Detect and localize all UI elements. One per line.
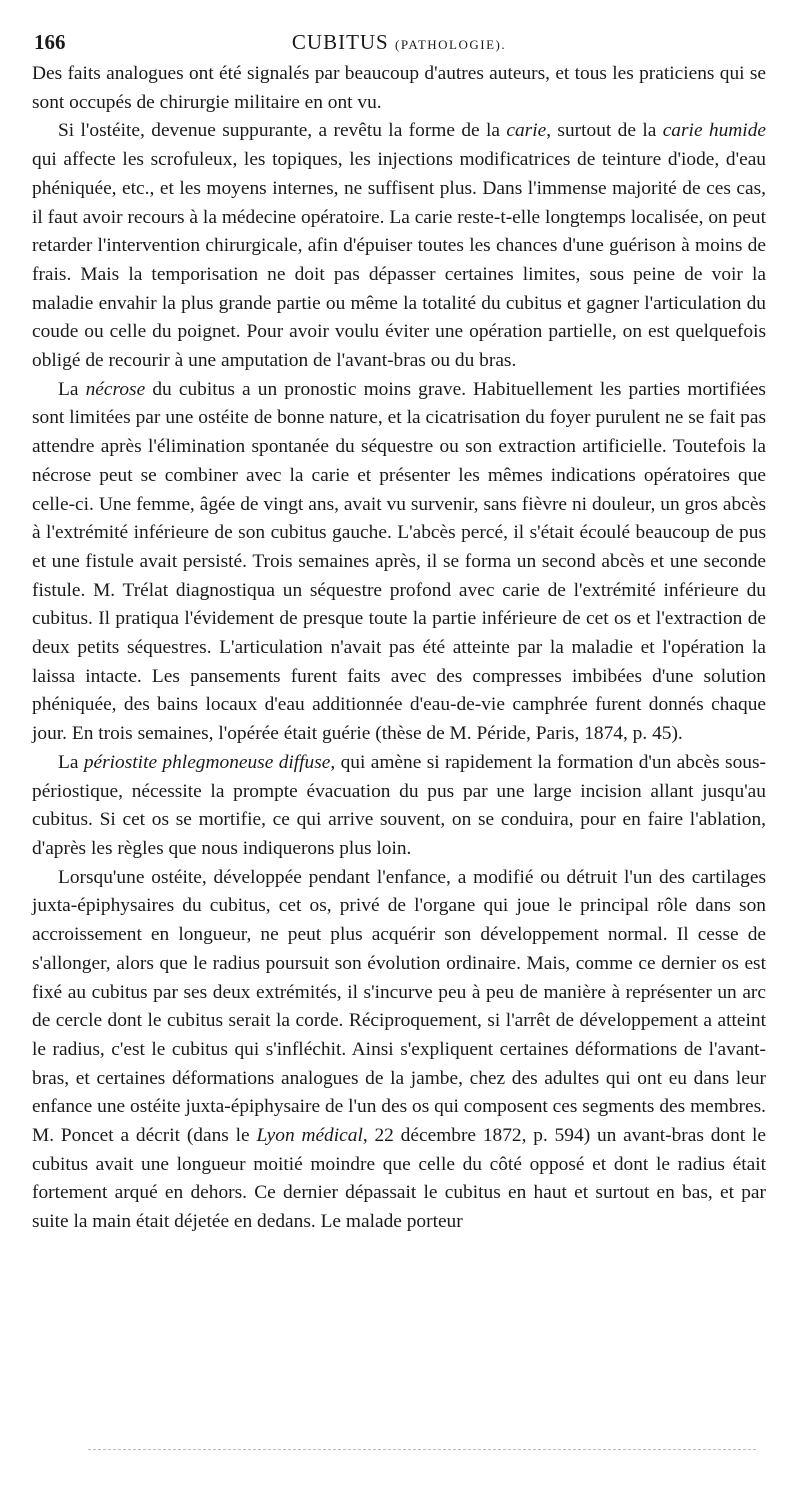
page-content (32, 26, 766, 1237)
text-run: , surtout de la (546, 120, 663, 142)
italic-term: périostite phlegmoneuse diffuse (83, 751, 331, 773)
text-run: qui affecte les scrofuleux, les topiques, les injections modificatrices de teinture d'iode, d'eau phéniquée, etc., et les moyens internes, ne suffisent plus. Dans l'immense majorité de ces cas, il faut avoir recours à la médecine opératoire. La carie reste-t-elle longtemps localisée, on peut retarder l'intervention chirurgicale, afin d'épuiser toutes les chances d'une guérison à moins de frais. Mais la temporisation ne doit pas dépasser certaines limites, sous peine de voir la maladie envahir la plus grande partie ou même la totalité du cubitus et gagner l'articulation du coude ou celle du poignet. Pour avoir voulu éviter une opération partielle, on est quelquefois obligé de recourir à une amputation de l'avant-bras ou du bras. (32, 149, 766, 372)
text-run: , 22 décembre 1872, p. 594) un avant-bras dont le cubitus avait une longueur moitié moindre que celle du côté opposé et dont le radius était fortement arqué en dehors. Ce dernier dépassait le cubitus en haut et surtout en bas, et par suite la main était déjetée en dedans. Le malade porteur (32, 1125, 766, 1233)
running-title (32, 28, 766, 60)
running-title-subtitle: (PATHOLOGIE). (395, 37, 507, 52)
text-run: , qui amène si rapidement la formation d'un abcès sous-périostique, nécessite la prompte évacuation du pus par une large incision allant jusqu'au cubitus. Si cet os se mortifie, ce qui arrive souvent, on se conduira, pour en faire l'ablation, d'après les règles que nous indiquerons plus loin. (32, 751, 766, 859)
text-run: Si l'ostéite, devenue suppurante, a revêtu la forme de la (58, 120, 507, 142)
italic-term: carie humide (662, 120, 766, 142)
footer-rule (88, 1449, 756, 1450)
running-header (32, 26, 766, 60)
paragraph (32, 864, 766, 1237)
page-number: 166 (34, 30, 66, 54)
text-run: La (58, 751, 84, 773)
text-run: La (58, 378, 86, 400)
paragraph (32, 117, 766, 375)
italic-term: Lyon médical (256, 1125, 363, 1147)
paragraph (32, 749, 766, 864)
italic-term: nécrose (85, 378, 146, 400)
paragraph (32, 376, 766, 749)
italic-term: carie (506, 120, 547, 142)
text-run: du cubitus a un pronostic moins grave. Habituellement les parties mortifiées sont limitées par une ostéite de bonne nature, et la cicatrisation du foyer purulent ne se fait pas attendre après l'élimination spontanée du séquestre ou son extraction artificielle. Toutefois la nécrose peut se combiner avec la carie et présenter les mêmes indications opératoires que celle-ci. Une femme, âgée de vingt ans, avait vu survenir, sans fièvre ni douleur, un gros abcès à l'extrémité inférieure de son cubitus gauche. L'abcès percé, il s'était écoulé beaucoup de pus et une fistule avait persisté. Trois semaines après, il se forma un second abcès et une seconde fistule. M. Trélat diagnostiqua un séquestre profond avec carie de l'extrémité inférieure du cubitus. Il pratiqua l'évidement de presque toute la partie inférieure de cet os et l'extraction de deux petits séquestres. L'articulation n'avait pas été atteinte par la maladie et l'opération la laissa intacte. Les pansements furent faits avec des compresses imbibées d'une solution phéniquée, des bains locaux d'eau additionnée d'eau-de-vie camphrée furent donnés chaque jour. En trois semaines, l'opérée était guérie (thèse de M. Péride, Paris, 1874, p. 45). (32, 378, 766, 745)
paragraph (32, 60, 766, 117)
body-text (32, 60, 766, 1237)
text-run: Des faits analogues ont été signalés par beaucoup d'autres auteurs, et tous les praticiens qui se sont occupés de chirurgie militaire en ont vu. (32, 63, 766, 113)
text-run: Lorsqu'une ostéite, développée pendant l'enfance, a modifié ou détruit l'un des cartilages juxta-épiphysaires du cubitus, cet os, privé de l'organe qui joue le principal rôle dans son accroissement en longueur, ne peut plus acquérir son développement normal. Il cesse de s'allonger, alors que le radius poursuit son évolution ordinaire. Mais, comme ce dernier os est fixé au cubitus par ses deux extrémités, il s'incurve peu à peu de manière à représenter un arc de cercle dont le cubitus serait la corde. Réciproquement, si l'arrêt de développement a atteint le radius, c'est le cubitus qui s'infléchit. Ainsi s'expliquent certaines déformations de l'avant-bras, et certaines déformations analogues de la jambe, chez des adultes qui ont eu dans leur enfance une ostéite juxta-épiphysaire de l'un des os qui composent ces segments des membres. M. Poncet a décrit (dans le (32, 866, 766, 1147)
running-title-main: CUBITUS (291, 30, 389, 54)
